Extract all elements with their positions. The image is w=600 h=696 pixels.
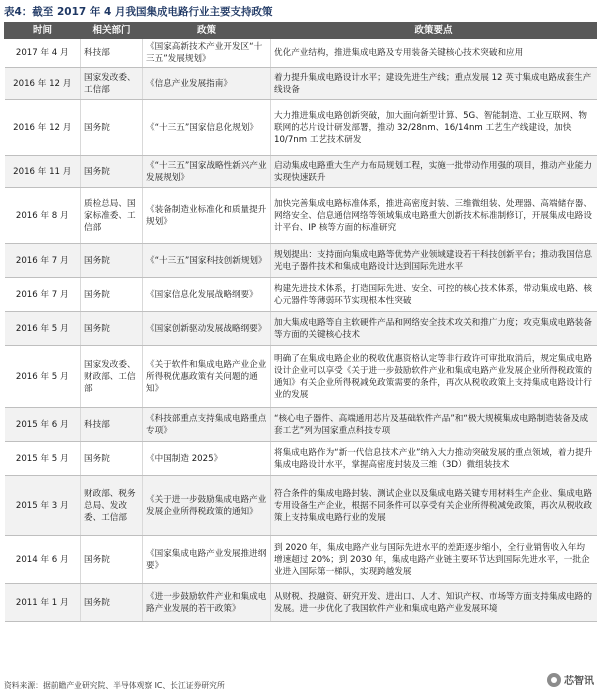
cell-dept: 国家发改委、财政部、工信部 bbox=[81, 346, 143, 408]
cell-points: 到 2020 年，集成电路产业与国际先进水平的差距逐步缩小，全行业销售收入年均增速超过 20%；到 2030 年，集成电路产业链主要环节达到国际先进水平，一批企业进入国际第一梯队，实现跨越发展 bbox=[271, 536, 597, 584]
table-row bbox=[5, 408, 597, 442]
cell-policy: 《国家高新技术产业开发区“十三五”发展规划》 bbox=[143, 39, 271, 68]
table-header-row bbox=[5, 23, 597, 39]
cell-points: 符合条件的集成电路封装、测试企业以及集成电路关键专用材料生产企业、集成电路专用设备生产企业，根据不同条件可以享受有关企业所得税减免政策，再次从税收政策上支持集成电路行业的发展 bbox=[271, 476, 597, 536]
cell-time: 2016 年 7 月 bbox=[5, 278, 81, 312]
cell-dept: 国务院 bbox=[81, 312, 143, 346]
cell-points: 启动集成电路重大生产力布局规划工程，实施一批带动作用强的项目，推动产业能力实现快速跃升 bbox=[271, 156, 597, 188]
cell-policy: 《装备制造业标准化和质量提升规划》 bbox=[143, 188, 271, 244]
cell-dept: 质检总局、国家标准委、工信部 bbox=[81, 188, 143, 244]
cell-policy: 《国家信息化发展战略纲要》 bbox=[143, 278, 271, 312]
cell-dept: 国务院 bbox=[81, 442, 143, 476]
cell-policy: 《“十三五”国家战略性新兴产业发展规划》 bbox=[143, 156, 271, 188]
cell-points: 加大集成电路等自主软硬件产品和网络安全技术攻关和推广力度；攻克集成电路装备等方面的关键核心技术 bbox=[271, 312, 597, 346]
cell-dept: 国务院 bbox=[81, 278, 143, 312]
header-points: 政策要点 bbox=[271, 23, 597, 39]
table-row bbox=[5, 312, 597, 346]
header-time: 时间 bbox=[5, 23, 81, 39]
cell-time: 2011 年 1 月 bbox=[5, 584, 81, 622]
table-row bbox=[5, 188, 597, 244]
table-row bbox=[5, 536, 597, 584]
table-row bbox=[5, 100, 597, 156]
cell-policy: 《关于软件和集成电路产业企业所得税优惠政策有关问题的通知》 bbox=[143, 346, 271, 408]
cell-policy: 《国家集成电路产业发展推进纲要》 bbox=[143, 536, 271, 584]
cell-dept: 科技部 bbox=[81, 39, 143, 68]
table-row bbox=[5, 39, 597, 68]
cell-time: 2014 年 6 月 bbox=[5, 536, 81, 584]
cell-dept: 国务院 bbox=[81, 584, 143, 622]
cell-dept: 国家发改委、工信部 bbox=[81, 68, 143, 100]
cell-dept: 科技部 bbox=[81, 408, 143, 442]
cell-policy: 《国家创新驱动发展战略纲要》 bbox=[143, 312, 271, 346]
cell-policy: 《“十三五”国家信息化规划》 bbox=[143, 100, 271, 156]
cell-dept: 国务院 bbox=[81, 100, 143, 156]
cell-time: 2016 年 5 月 bbox=[5, 312, 81, 346]
cell-policy: 《科技部重点支持集成电路重点专项》 bbox=[143, 408, 271, 442]
watermark-text: 芯智讯 bbox=[564, 676, 594, 687]
watermark bbox=[547, 672, 594, 687]
cell-points: “核心电子器件、高端通用芯片及基础软件产品”和“极大规模集成电路制造装备及成套工艺”列为国家重点科技专项 bbox=[271, 408, 597, 442]
cell-points: 将集成电路作为“新一代信息技术产业”纳入大力推动突破发展的重点领域，着力提升集成电路设计水平，掌握高密度封装及三维（3D）微组装技术 bbox=[271, 442, 597, 476]
cell-dept: 财政部、税务总局、发改委、工信部 bbox=[81, 476, 143, 536]
cell-policy: 《进一步鼓励软件产业和集成电路产业发展的若干政策》 bbox=[143, 584, 271, 622]
table-row bbox=[5, 584, 597, 622]
cell-time: 2017 年 4 月 bbox=[5, 39, 81, 68]
cell-time: 2015 年 5 月 bbox=[5, 442, 81, 476]
table-row bbox=[5, 346, 597, 408]
cell-policy: 《“十三五”国家科技创新规划》 bbox=[143, 244, 271, 278]
cell-time: 2016 年 7 月 bbox=[5, 244, 81, 278]
cell-points: 着力提升集成电路设计水平；建设先进生产线；重点发展 12 英寸集成电路成套生产线设备 bbox=[271, 68, 597, 100]
cell-time: 2016 年 8 月 bbox=[5, 188, 81, 244]
cell-policy: 《信息产业发展指南》 bbox=[143, 68, 271, 100]
cell-time: 2016 年 12 月 bbox=[5, 68, 81, 100]
cell-policy: 《中国制造 2025》 bbox=[143, 442, 271, 476]
cell-points: 优化产业结构，推进集成电路及专用装备关键核心技术突破和应用 bbox=[271, 39, 597, 68]
table-row bbox=[5, 244, 597, 278]
cell-dept: 国务院 bbox=[81, 244, 143, 278]
cell-points: 从财税、投融资、研究开发、进出口、人才、知识产权、市场等方面支持集成电路的发展。进一步优化了我国软件产业和集成电路产业发展环境 bbox=[271, 584, 597, 622]
table-caption: 表4：截至 2017 年 4 月我国集成电路行业主要支持政策 bbox=[4, 6, 273, 18]
cell-points: 规划提出：支持面向集成电路等优势产业领域建设若干科技创新平台；推动我国信息光电子器件技术和集成电路设计达到国际先进水平 bbox=[271, 244, 597, 278]
table-row bbox=[5, 278, 597, 312]
cell-points: 明确了在集成电路企业的税收优惠资格认定等非行政许可审批取消后，规定集成电路设计企业可以享受《关于进一步鼓励软件产业和集成电路产业发展企业所得税政策的通知》有关企业所得税减免政策需要的条件，再次从税收政策上支持集成电路设计行业的发展 bbox=[271, 346, 597, 408]
cell-time: 2015 年 3 月 bbox=[5, 476, 81, 536]
table-row bbox=[5, 476, 597, 536]
cell-dept: 国务院 bbox=[81, 536, 143, 584]
cell-points: 加快完善集成电路标准体系，推进高密度封装、三维微组装、处理器、高端储存器、网络安全、信息通信网络等领域集成电路重大创新技术标准制修订，开展集成电路设计平台、IP 核等方面的标准研究 bbox=[271, 188, 597, 244]
table-row bbox=[5, 442, 597, 476]
wechat-icon bbox=[547, 673, 561, 687]
cell-time: 2015 年 6 月 bbox=[5, 408, 81, 442]
header-dept: 相关部门 bbox=[81, 23, 143, 39]
cell-dept: 国务院 bbox=[81, 156, 143, 188]
table-row bbox=[5, 156, 597, 188]
policy-table bbox=[4, 22, 597, 622]
cell-points: 大力推进集成电路创新突破，加大面向新型计算、5G、智能制造、工业互联网、物联网的芯片设计研发部署，推动 32/28nm、16/14nm 工艺生产线建设，加快 10/7nm 工艺技术研发 bbox=[271, 100, 597, 156]
header-policy: 政策 bbox=[143, 23, 271, 39]
table-row bbox=[5, 68, 597, 100]
cell-policy: 《关于进一步鼓励集成电路产业发展企业所得税政策的通知》 bbox=[143, 476, 271, 536]
cell-time: 2016 年 11 月 bbox=[5, 156, 81, 188]
cell-time: 2016 年 12 月 bbox=[5, 100, 81, 156]
cell-time: 2016 年 5 月 bbox=[5, 346, 81, 408]
cell-points: 构建先进技术体系，打造国际先进、安全、可控的核心技术体系，带动集成电路、核心元器件等薄弱环节实现根本性突破 bbox=[271, 278, 597, 312]
source-note: 资料来源：据前瞻产业研究院、半导体观察 IC、长江证券研究所 bbox=[4, 681, 225, 690]
